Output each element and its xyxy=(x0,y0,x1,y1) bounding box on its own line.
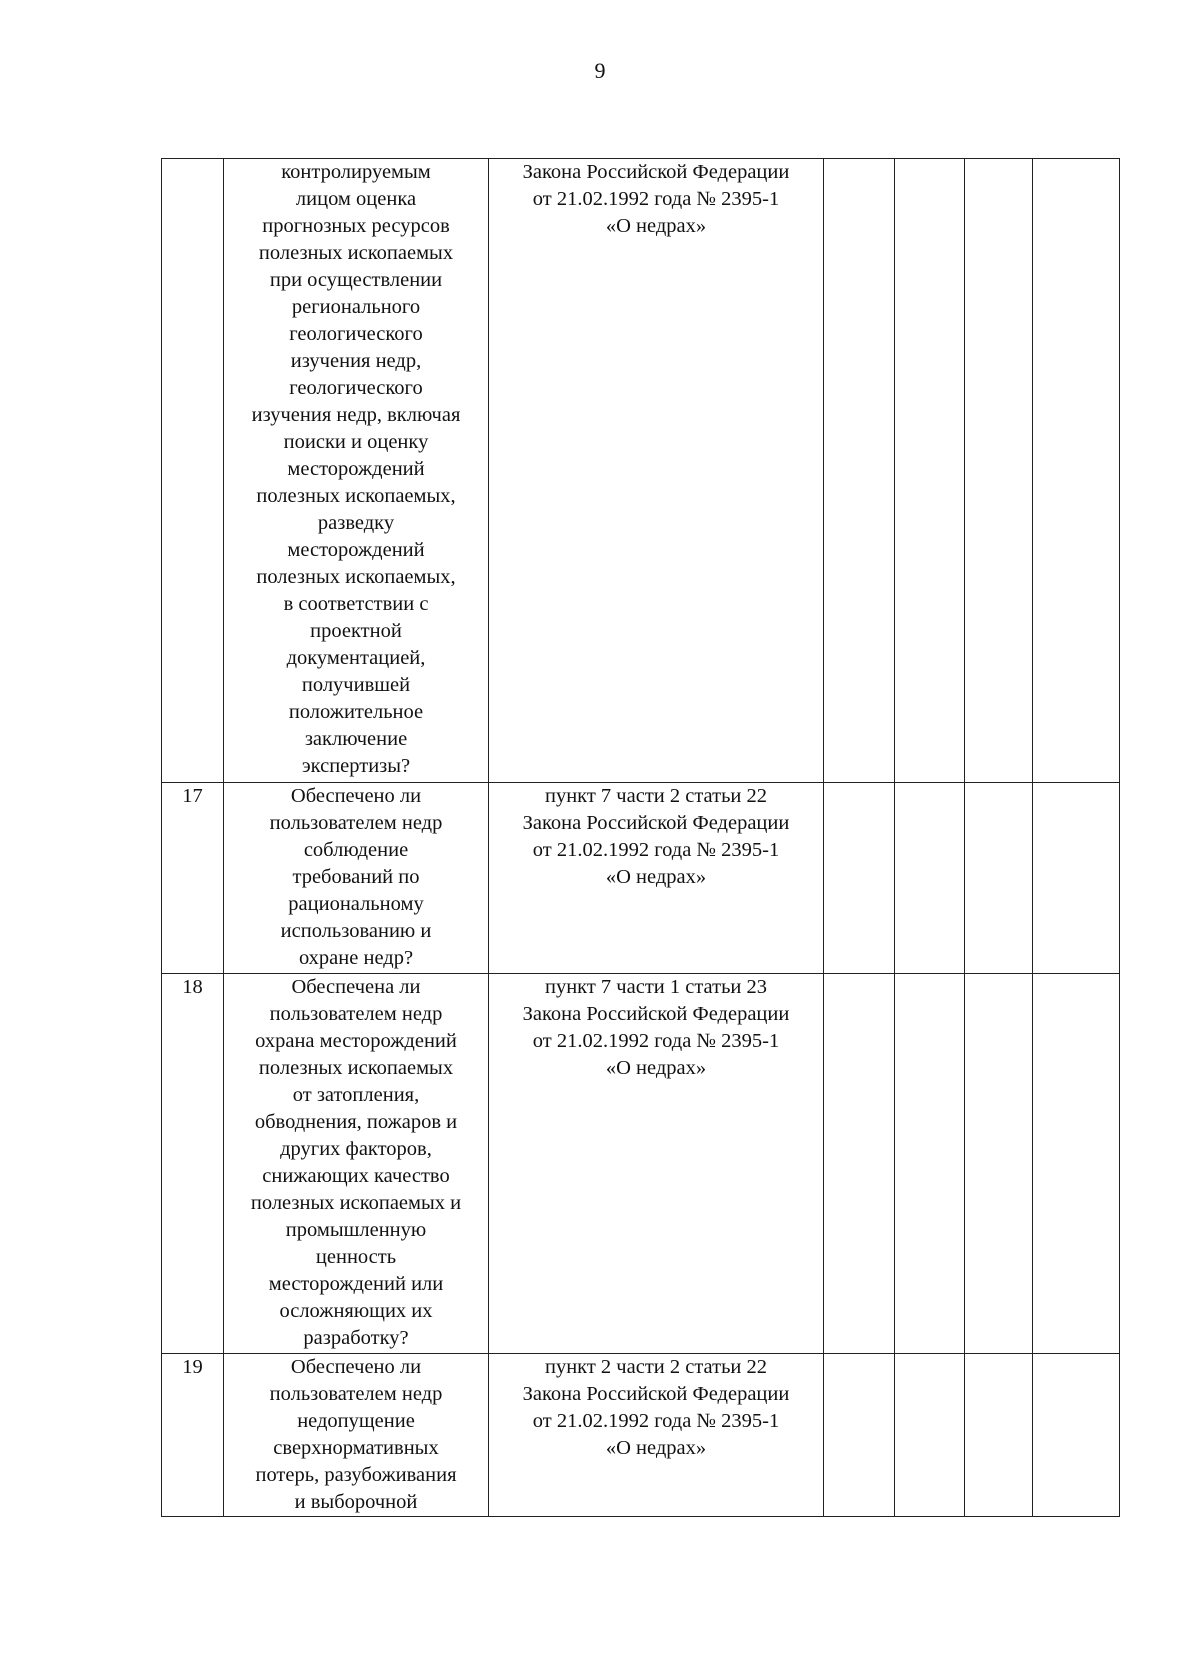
answer-cell-yes[interactable] xyxy=(824,159,895,783)
question-cell: Обеспечено ли пользователем недр соблюдение требований по рациональному использованию и охране недр? xyxy=(224,783,489,974)
question-cell: Обеспечено ли пользователем недр недопущение сверхнормативных потерь, разубоживания и выборочной xyxy=(224,1354,489,1517)
answer-cell-na[interactable] xyxy=(965,783,1033,974)
note-cell[interactable] xyxy=(1033,159,1120,783)
answer-cell-yes[interactable] xyxy=(824,974,895,1354)
answer-cell-no[interactable] xyxy=(895,783,965,974)
reference-cell: пункт 2 части 2 статьи 22 Закона Российской Федерации от 21.02.1992 года № 2395-1 «О недрах» xyxy=(489,1354,824,1517)
note-cell[interactable] xyxy=(1033,1354,1120,1517)
answer-cell-yes[interactable] xyxy=(824,1354,895,1517)
table-row xyxy=(162,783,1120,974)
reference-cell: пункт 7 части 1 статьи 23 Закона Российской Федерации от 21.02.1992 года № 2395-1 «О недрах» xyxy=(489,974,824,1354)
row-number xyxy=(162,159,224,783)
table-row xyxy=(162,159,1120,783)
reference-cell: Закона Российской Федерации от 21.02.1992 года № 2395-1 «О недрах» xyxy=(489,159,824,783)
answer-cell-no[interactable] xyxy=(895,1354,965,1517)
table-row xyxy=(162,974,1120,1354)
row-number: 17 xyxy=(162,783,224,974)
page-number: 9 xyxy=(594,58,606,83)
reference-cell: пункт 7 части 2 статьи 22 Закона Российской Федерации от 21.02.1992 года № 2395-1 «О недрах» xyxy=(489,783,824,974)
table-row xyxy=(162,1354,1120,1517)
note-cell[interactable] xyxy=(1033,974,1120,1354)
answer-cell-na[interactable] xyxy=(965,159,1033,783)
answer-cell-yes[interactable] xyxy=(824,783,895,974)
answer-cell-no[interactable] xyxy=(895,974,965,1354)
answer-cell-na[interactable] xyxy=(965,974,1033,1354)
question-cell: Обеспечена ли пользователем недр охрана месторождений полезных ископаемых от затопления, обводнения, пожаров и других факторов, снижающих качество полезных ископаемых и промышленную ценность месторождений или осложняющих их разработку? xyxy=(224,974,489,1354)
row-number: 19 xyxy=(162,1354,224,1517)
question-cell: контролируемым лицом оценка прогнозных ресурсов полезных ископаемых при осуществлении регионального геологического изучения недр, геологического изучения недр, включая поиски и оценку месторождений полезных ископаемых, разведку месторождений полезных ископаемых, в соответствии с проектной документацией, получившей положительное заключение экспертизы? xyxy=(224,159,489,783)
answer-cell-no[interactable] xyxy=(895,159,965,783)
row-number: 18 xyxy=(162,974,224,1354)
note-cell[interactable] xyxy=(1033,783,1120,974)
checklist-table xyxy=(161,158,1120,1517)
answer-cell-na[interactable] xyxy=(965,1354,1033,1517)
